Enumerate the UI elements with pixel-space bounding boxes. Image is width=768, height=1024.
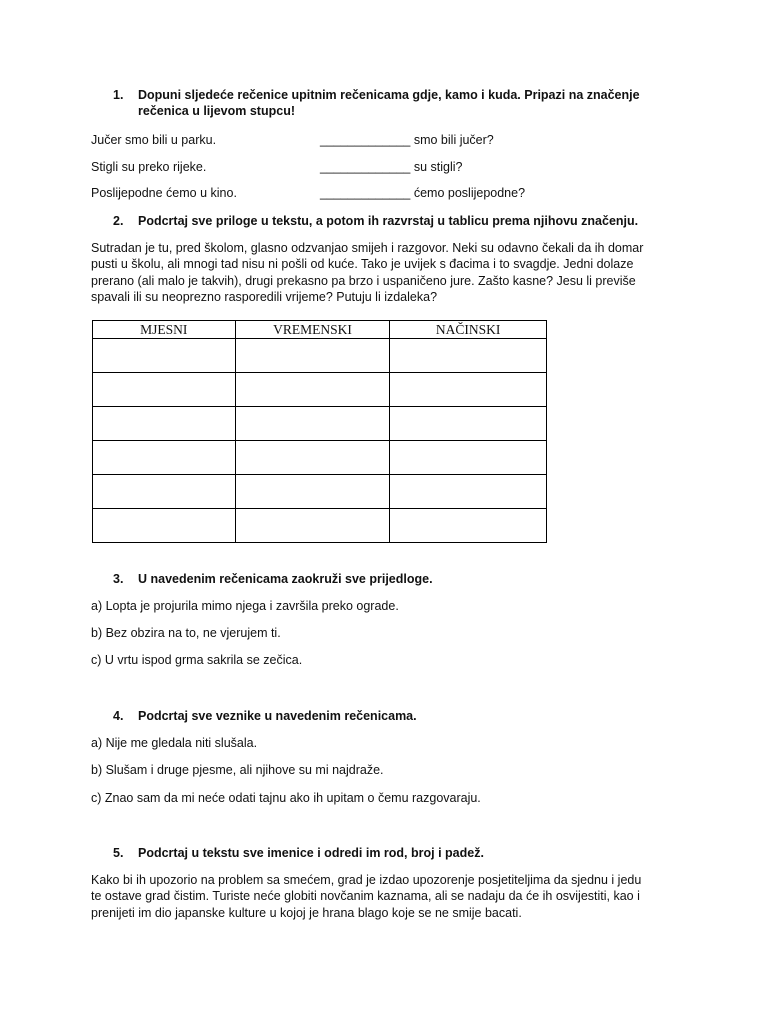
table-cell[interactable]	[390, 441, 547, 475]
table-row	[93, 407, 547, 441]
table-cell[interactable]	[235, 407, 390, 441]
table-cell[interactable]	[93, 373, 236, 407]
task-1-row-1-right: _____________ smo bili jučer?	[320, 133, 494, 147]
table-cell[interactable]	[390, 339, 547, 373]
adverb-classification-table	[92, 320, 547, 543]
table-row	[93, 339, 547, 373]
task-4-item-c: c) Znao sam da mi neće odati tajnu ako ih upitam o čemu razgovaraju.	[91, 791, 481, 805]
task-2-text-line: spavali ili su neoprezno rasporedili vrijeme? Putuju li izdaleka?	[91, 289, 438, 304]
table-row	[93, 475, 547, 509]
task-2-number: 2.	[113, 214, 124, 228]
table-cell[interactable]	[93, 441, 236, 475]
task-1-title-line-2: rečenica u lijevom stupcu!	[138, 104, 295, 118]
task-2-text-line: Sutradan je tu, pred školom, glasno odzvanjao smijeh i razgovor. Neki su odavno čekali da ih domar	[91, 241, 644, 255]
table-cell[interactable]	[390, 373, 547, 407]
task-3-title: U navedenim rečenicama zaokruži sve prijedloge.	[138, 572, 433, 586]
task-5-title: Podcrtaj u tekstu sve imenice i odredi im rod, broj i padež.	[138, 846, 484, 860]
table-row	[93, 441, 547, 475]
table-cell[interactable]	[93, 339, 236, 373]
column-header-nacinski: NAČINSKI	[390, 321, 547, 339]
task-2-title: Podcrtaj sve priloge u tekstu, a potom ih razvrstaj u tablicu prema njihovu značenju.	[138, 214, 639, 228]
task-4-number: 4.	[113, 709, 124, 723]
table-cell[interactable]	[235, 441, 390, 475]
task-2-text-line: prerano (ali malo je takvih), drugi prekasno pa brzo i uspaničeno jure. Zašto kasne? Jesu li previše	[91, 273, 636, 288]
task-3-item-a: a) Lopta je projurila mimo njega i završila preko ograde.	[91, 599, 399, 613]
table-cell[interactable]	[235, 509, 390, 543]
task-4-title: Podcrtaj sve veznike u navedenim rečenicama.	[138, 709, 417, 723]
task-4-item-b: b) Slušam i druge pjesme, ali njihove su mi najdraže.	[91, 763, 384, 777]
table-cell[interactable]	[235, 339, 390, 373]
table-row	[93, 373, 547, 407]
task-1-row-2-left: Stigli su preko rijeke.	[91, 160, 207, 174]
task-3-item-b: b) Bez obzira na to, ne vjerujem ti.	[91, 626, 281, 640]
task-1-row-1-left: Jučer smo bili u parku.	[91, 133, 217, 147]
table-cell[interactable]	[93, 475, 236, 509]
task-2-text-line: pusti u školu, ali mnogi tad nisu ni pošli od kuće. Tako je uvijek s đacima i to svagdje. Jedni dolaze	[91, 257, 634, 272]
table-cell[interactable]	[93, 407, 236, 441]
task-5-text-line: prenijeti im dio japanske kulture u kojoj je hrana blago koje se ne smije bacati.	[91, 905, 522, 920]
task-5-number: 5.	[113, 846, 124, 860]
table-cell[interactable]	[235, 475, 390, 509]
task-5-text-line: Kako bi ih upozorio na problem sa smećem, grad je izdao upozorenje posjetiteljima da sjednu i jedu	[91, 873, 642, 887]
table-header-row	[93, 321, 547, 339]
task-4-item-a: a) Nije me gledala niti slušala.	[91, 736, 258, 750]
column-header-mjesni: MJESNI	[93, 321, 236, 339]
task-1-row-2-right: _____________ su stigli?	[320, 160, 463, 174]
task-1-row-3-right: _____________ ćemo poslijepodne?	[320, 186, 526, 200]
task-5-text-line: te ostave grad čistim. Turiste neće globiti novčanim kaznama, ali se nadaju da će ih osvijestiti, kao i	[91, 889, 640, 904]
table-cell[interactable]	[390, 407, 547, 441]
task-1-number: 1.	[113, 88, 124, 102]
task-3-item-c: c) U vrtu ispod grma sakrila se zečica.	[91, 653, 303, 667]
task-1-row-3-left: Poslijepodne ćemo u kino.	[91, 186, 237, 200]
table-cell[interactable]	[235, 373, 390, 407]
table-cell[interactable]	[390, 475, 547, 509]
task-1-title-line-1: Dopuni sljedeće rečenice upitnim rečenicama gdje, kamo i kuda. Pripazi na značenje	[138, 88, 640, 102]
table-cell[interactable]	[390, 509, 547, 543]
task-2-text	[91, 240, 671, 305]
table-row	[93, 509, 547, 543]
task-5-text	[91, 872, 671, 921]
table-cell[interactable]	[93, 509, 236, 543]
column-header-vremenski: VREMENSKI	[235, 321, 390, 339]
task-3-number: 3.	[113, 572, 124, 586]
